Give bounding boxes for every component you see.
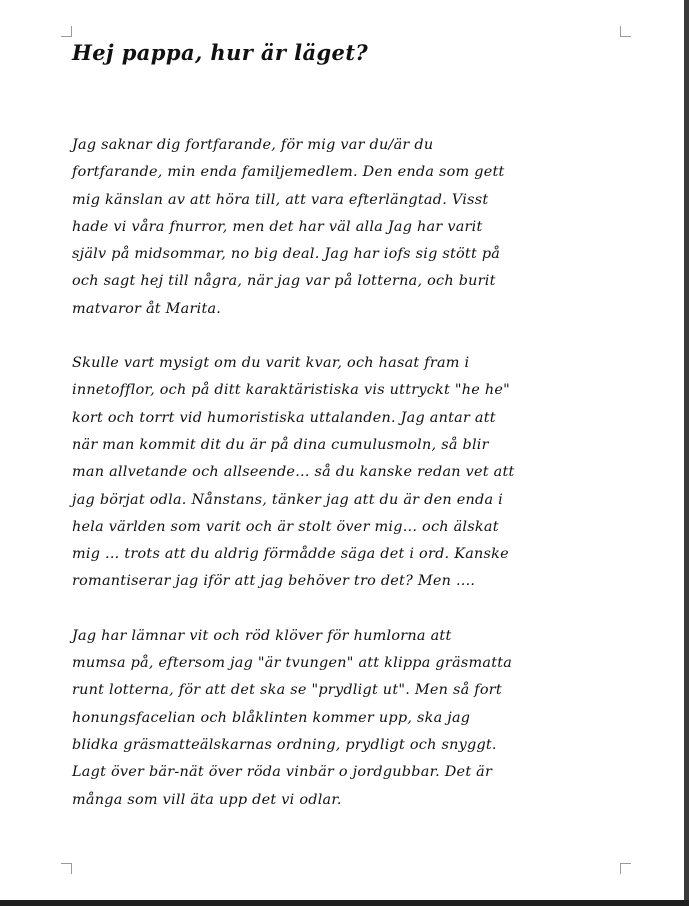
text-line: mig känslan av att höra till, att vara efterlängtad. Visst <box>72 191 489 208</box>
text-line: Skulle vart mysigt om du varit kvar, och hasat fram i <box>72 355 470 372</box>
text-line: och sagt hej till några, när jag var på lotterna, och burit <box>72 273 496 290</box>
text-line: Jag har lämnar vit och röd klöver för humlorna att <box>72 627 452 644</box>
document-body <box>72 132 612 841</box>
text-line: mumsa på, eftersom jag "är tvungen" att klippa gräsmatta <box>72 655 513 672</box>
document-title: Hej pappa, hur är läget? <box>72 40 369 65</box>
text-line: Lagt över bär-nät över röda vinbär o jordgubbar. Det är <box>72 764 493 781</box>
page-edge-shadow <box>684 0 689 906</box>
paragraph <box>72 350 612 596</box>
text-line: blidka gräsmatteälskarnas ordning, prydligt och snyggt. <box>72 736 497 753</box>
viewer-bottom-edge <box>0 900 689 906</box>
text-line: när man kommit dit du är på dina cumulusmoln, så blir <box>72 436 489 453</box>
text-line: honungsfacelian och blåklinten kommer upp, ska jag <box>72 709 471 726</box>
text-line: innetofflor, och på ditt karaktäristiska vis uttryckt "he he" <box>72 382 511 399</box>
margin-corner-bottom-left <box>61 863 72 874</box>
text-line: många som vill äta upp det vi odlar. <box>72 791 342 808</box>
text-line: hade vi våra fnurror, men det har väl alla Jag har varit <box>72 218 483 235</box>
text-line: matvaror åt Marita. <box>72 300 222 317</box>
text-line: hela världen som varit och är stolt över mig... och älskat <box>72 518 499 535</box>
margin-corner-top-right <box>620 26 631 37</box>
text-line: mig ... trots att du aldrig förmådde säga det i ord. Kanske <box>72 546 509 563</box>
text-line: fortfarande, min enda familjemedlem. Den enda som gett <box>72 164 505 181</box>
text-line: runt lotterna, för att det ska se "prydligt ut". Men så fort <box>72 682 502 699</box>
paragraph <box>72 623 612 814</box>
text-line: jag börjat odla. Nånstans, tänker jag att du är den enda i <box>72 491 503 508</box>
text-line: kort och torrt vid humoristiska uttalanden. Jag antar att <box>72 409 496 426</box>
text-line: själv på midsommar, no big deal. Jag har iofs sig stött på <box>72 246 501 263</box>
text-line: romantiserar jag iför att jag behöver tro det? Men .... <box>72 573 476 590</box>
margin-corner-bottom-right <box>620 863 631 874</box>
paragraph <box>72 132 612 323</box>
text-line: Jag saknar dig fortfarande, för mig var du/är du <box>72 137 434 153</box>
margin-corner-top-left <box>61 26 72 37</box>
text-line: man allvetande och allseende... så du kanske redan vet att <box>72 464 515 481</box>
